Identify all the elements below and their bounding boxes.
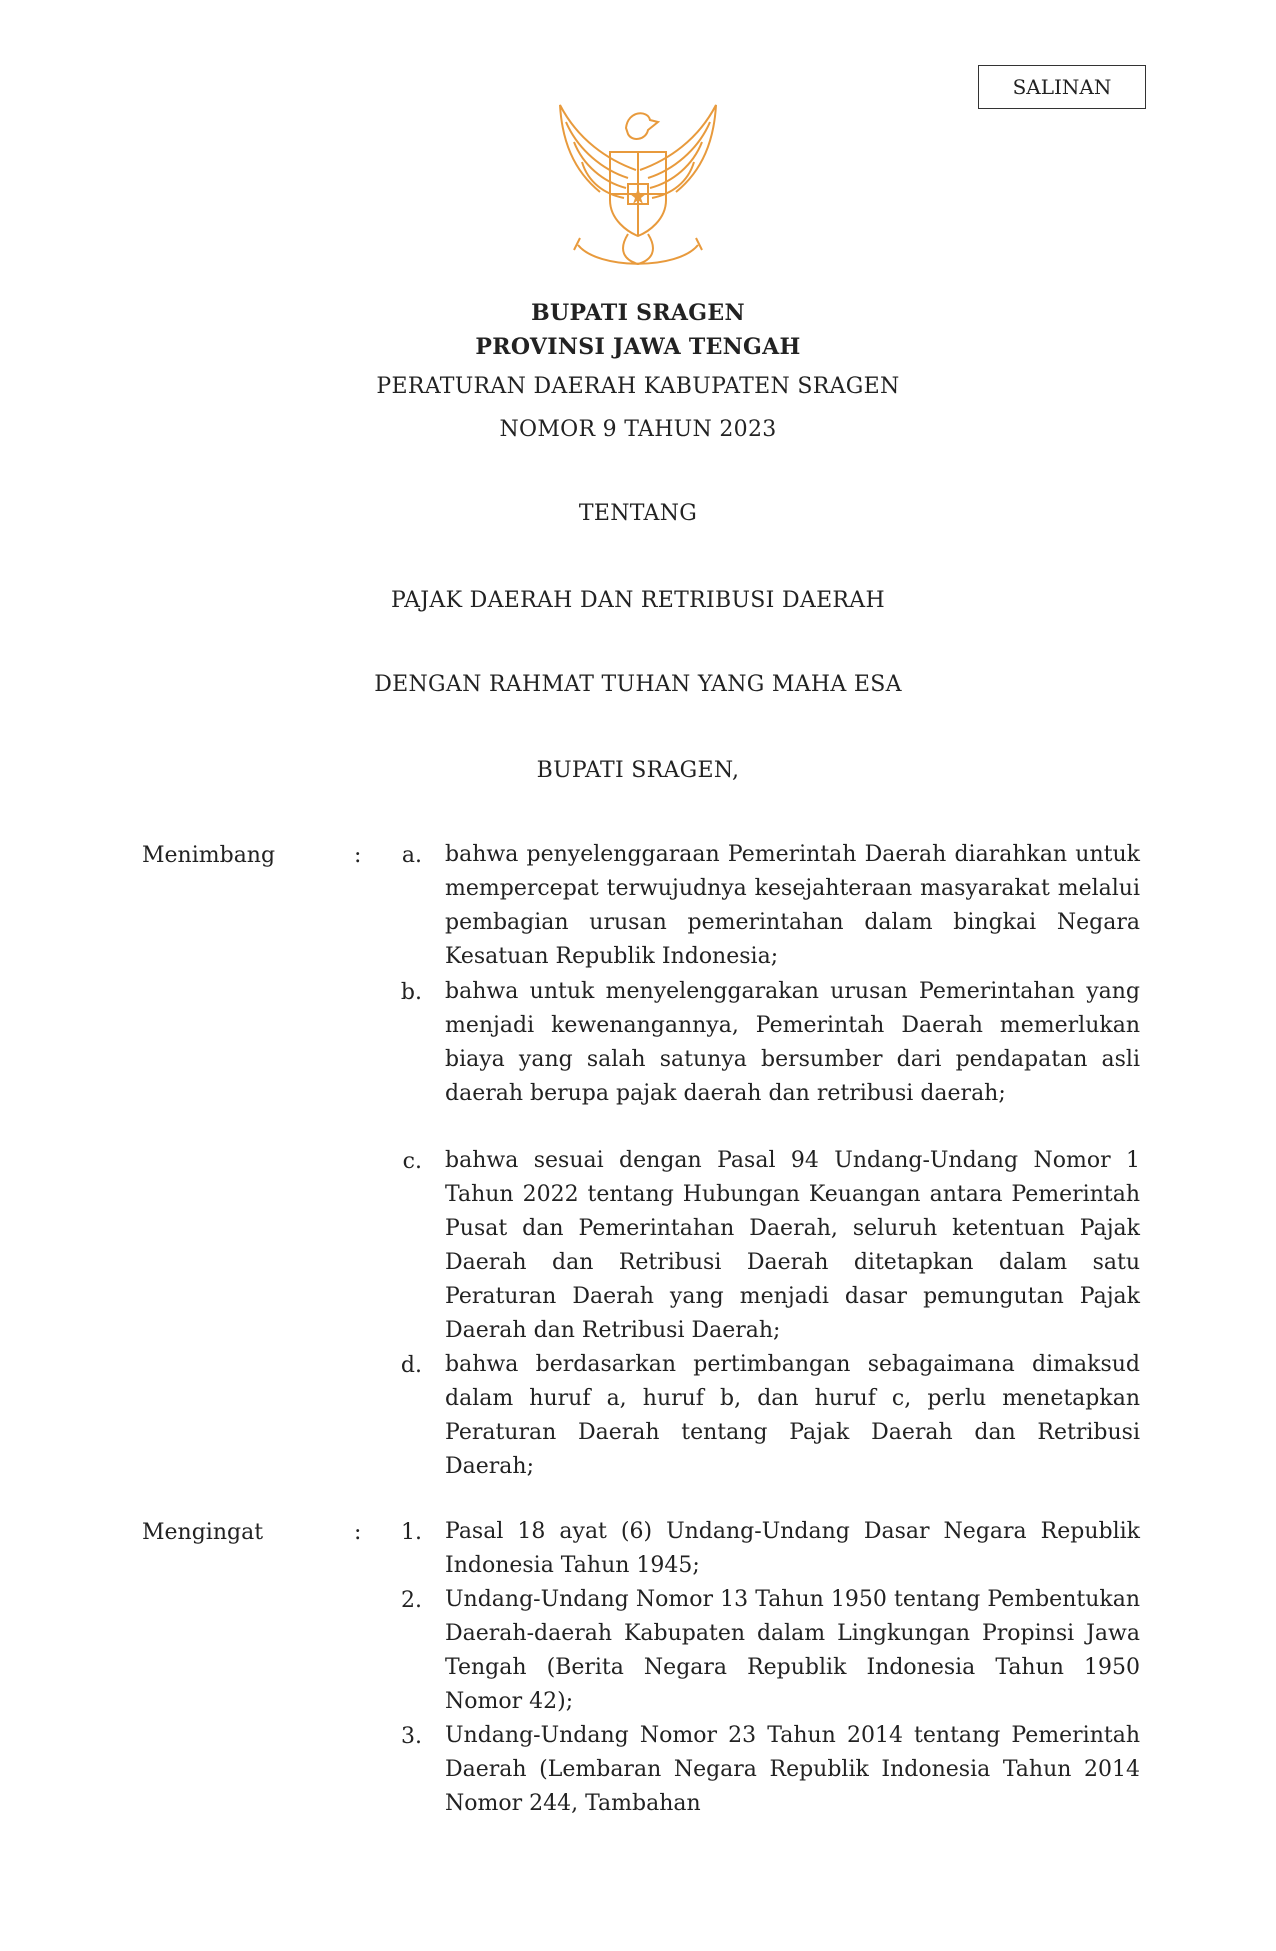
menimbang-colon: : bbox=[354, 843, 362, 868]
list-item: Undang-Undang Nomor 13 Tahun 1950 tentang Pembentukan Daerah-daerah Kabupaten dalam Lingkungan Propinsi Jawa Tengah (Berita Negara Republik Indonesia Tahun 1950 Nomor 42); bbox=[445, 1587, 1140, 1714]
list-item-marker: b. bbox=[400, 980, 422, 1005]
salinan-stamp: SALINAN bbox=[978, 65, 1146, 109]
list-item: bahwa sesuai dengan Pasal 94 Undang-Undang Nomor 1 Tahun 2022 tentang Hubungan Keuangan antara Pemerintah Pusat dan Pemerintahan Daerah, seluruh ketentuan Pajak Daerah dan Retribusi Daerah ditetapkan dalam satu Peraturan Daerah yang menjadi dasar pemungutan Pajak Daerah dan Retribusi Daerah; bbox=[445, 1148, 1140, 1343]
garuda-emblem-icon bbox=[548, 100, 728, 276]
subject-title: PAJAK DAERAH DAN RETRIBUSI DAERAH bbox=[391, 588, 885, 613]
menimbang-label: Menimbang bbox=[142, 843, 276, 868]
list-item-marker: 1. bbox=[401, 1520, 422, 1545]
issuer-line: BUPATI SRAGEN, bbox=[536, 758, 740, 783]
header-line-peraturan: PERATURAN DAERAH KABUPATEN SRAGEN bbox=[376, 374, 900, 399]
mengingat-label: Mengingat bbox=[142, 1520, 264, 1545]
list-item: bahwa untuk menyelenggarakan urusan Pemerintahan yang menjadi kewenangannya, Pemerintah Daerah memerlukan biaya yang salah satunya bersumber dari pendapatan asli daerah berupa pajak daerah dan retribusi daerah; bbox=[445, 979, 1140, 1106]
list-item: bahwa berdasarkan pertimbangan sebagaimana dimaksud dalam huruf a, huruf b, dan huruf c, perlu menetapkan Peraturan Daerah tentang Pajak Daerah dan Retribusi Daerah; bbox=[445, 1352, 1140, 1479]
list-item-marker: c. bbox=[402, 1149, 422, 1174]
list-item-marker: 3. bbox=[401, 1724, 422, 1749]
header-line-nomor: NOMOR 9 TAHUN 2023 bbox=[499, 417, 777, 442]
blessing-line: DENGAN RAHMAT TUHAN YANG MAHA ESA bbox=[374, 672, 902, 697]
header-line-provinsi: PROVINSI JAWA TENGAH bbox=[475, 334, 801, 360]
list-item: bahwa penyelenggaraan Pemerintah Daerah diarahkan untuk mempercepat terwujudnya kesejahteraan masyarakat melalui pembagian urusan pemerintahan dalam bingkai Negara Kesatuan Republik Indonesia; bbox=[445, 842, 1140, 969]
list-item-marker: 2. bbox=[401, 1588, 422, 1613]
mengingat-colon: : bbox=[354, 1520, 362, 1545]
list-item: Pasal 18 ayat (6) Undang-Undang Dasar Negara Republik Indonesia Tahun 1945; bbox=[445, 1519, 1140, 1578]
header-line-bupati: BUPATI SRAGEN bbox=[531, 300, 745, 326]
list-item-marker: d. bbox=[400, 1353, 422, 1378]
list-item: Undang-Undang Nomor 23 Tahun 2014 tentang Pemerintah Daerah (Lembaran Negara Republik Indonesia Tahun 2014 Nomor 244, Tambahan bbox=[445, 1723, 1140, 1816]
tentang-heading: TENTANG bbox=[578, 501, 698, 526]
list-item-marker: a. bbox=[401, 843, 422, 868]
